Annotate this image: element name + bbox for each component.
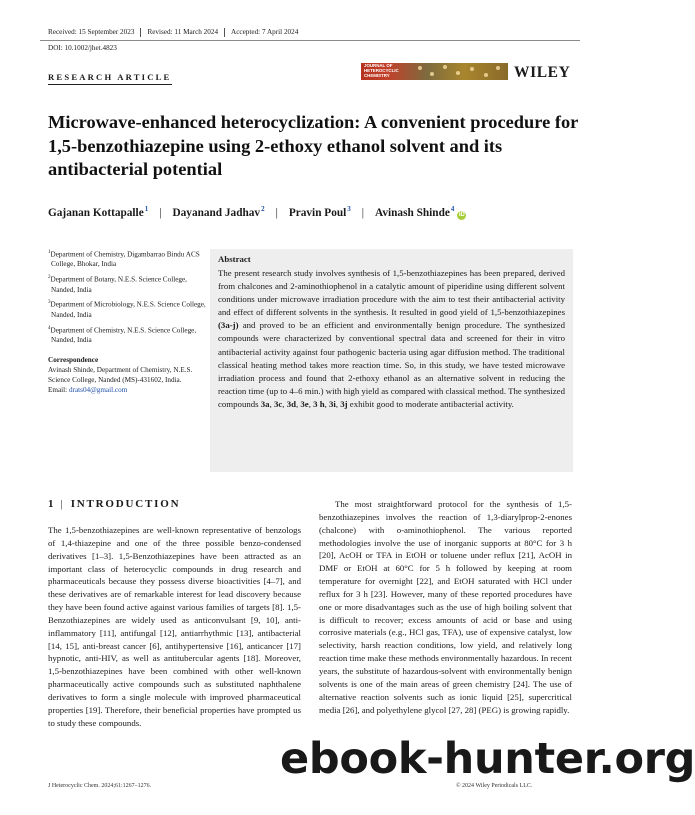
author-name[interactable]: Gajanan Kottapalle$^1$	[48, 205, 149, 219]
publisher-logo: WILEY	[514, 64, 571, 81]
abstract-heading: Abstract	[218, 254, 251, 264]
orcid-icon[interactable]: iD	[458, 211, 465, 218]
email-link[interactable]: drats04@gmail.com	[68, 386, 128, 395]
author-separator: |	[361, 206, 365, 219]
affiliation: $^4$Department of Chemistry, N.E.S. Science College, Nanded, India	[48, 325, 197, 344]
section-heading-introduction: 1 | INTRODUCTION	[48, 498, 181, 510]
author-name[interactable]: Dayanand Jadhav$^2$	[172, 205, 265, 219]
journal-logo-molecule-graphic	[410, 63, 508, 80]
paper-title: Microwave-enhanced heterocyclization: A convenient procedure for 1,5-benzothiazepine using 2-ethoxy ethanol solvent and its antibacterial potential	[48, 112, 579, 179]
journal-logo-text: JOURNAL OF HETEROCYCLIC CHEMISTRY	[364, 63, 399, 78]
footer-copyright: © 2024 Wiley Periodicals LLC.	[456, 783, 533, 789]
intro-paragraph-right: The most straightforward protocol for the synthesis of 1,5-benzothiazepines involves the reaction of 1,3-diarylprop-2-enones (chalcone) with o-aminothiophenol. The various reported methodologies involve the use of inorganic supports at 80°C for 3 h [20], AcOH or TFA in EtOH or toluene under reflux [21], AcOH in DMF or EtOH at 60°C for 5 h followed by keeping at room temperature for overnight [22], and EtOH saturated with HCl under reflux for 3 h [23]. However, many of these reported procedures have one or more disadvantages such as the use of high boiling solvent that is difficult to recover; excess amounts of acid or base and using corrosive materials (e.g., HCl gas, TFA), use of expensive catalyst, low selectivity, harsh reaction conditions, low yield, and relatively long reaction time make these methods environmentally hazardous. In recent years, the substitute of hazardous-solvent with environmentally benign solvents is one of the main areas of green chemistry [24]. The use of alternative reaction solvents such as ionic liquid [25], supercritical media [26], and polyethylene glycol [27, 28] (PEG) is growing rapidly.	[319, 499, 572, 715]
affiliations	[48, 248, 208, 395]
header-divider	[40, 40, 580, 41]
footer-citation: J Heterocyclic Chem. 2024;61:1267–1276.	[48, 783, 152, 789]
affiliation: $^1$Department of Chemistry, Digambarrao Bindu ACS College, Bhokar, India	[48, 250, 200, 269]
correspondence-heading: Correspondence	[48, 356, 99, 365]
doi: DOI: 10.1002/jhet.4823	[48, 44, 117, 52]
journal-logo	[361, 63, 508, 80]
article-type-underline	[48, 84, 172, 85]
affiliation: $^2$Department of Botany, N.E.S. Science College, Nanded, India	[48, 275, 187, 294]
article-history	[48, 28, 304, 37]
author-separator: |	[275, 206, 278, 219]
author-name[interactable]: Avinash Shinde$^4$	[375, 205, 455, 219]
affiliation: $^3$Department of Microbiology, N.E.S. Science College, Nanded, India	[48, 300, 206, 319]
revised-date: Revised: 11 March 2024	[140, 28, 224, 37]
received-date: Received: 15 September 2023	[48, 28, 135, 36]
accepted-date: Accepted: 7 April 2024	[224, 28, 304, 37]
article-type: RESEARCH ARTICLE	[48, 72, 172, 82]
correspondence-email: Email: drats04@gmail.com	[48, 386, 128, 395]
author-list	[48, 205, 466, 220]
abstract-box	[210, 249, 573, 472]
correspondence-text: Avinash Shinde, Department of Chemistry, N.E.S. Science College, Nanded (MS)-431602, India.	[48, 366, 193, 385]
watermark: ebook-hunter.org	[280, 734, 695, 784]
author-name[interactable]: Pravin Poul$^3$	[288, 205, 351, 219]
intro-paragraph-left: The 1,5-benzothiazepines are well-known representative of benzologs of 1,4-thiazepine and one of the three possible benzo-condensed derivatives [1–3]. 1,5-Benzothiazepines have been attracted as an important class of heterocyclic compounds in drug research and pharmaceuticals because they possess diverse bioactivities [4–7], and these derivatives are of remarkable interest for lead discovery because they have been found active against various families of targets [8]. 1,5-Benzothiazepines are widely used as anticonvulsant [9, 10], anti-inflammatory [11], antifungal [12], antiarrhythmic [13], antibacterial [14, 15], anti-breast cancer [6], antihypertensive [16], anticancer [17] hypnotic, anti-HIV, as well as antitubercular agents [18]. Moreover, 1,5-benzothiazepines have been combined with other well-known pharmaceutically active compounds such as substituted naphthalene derivatives to form a single molecule with improved pharmaceutical properties [19]. Therefore, their beneficial properties have prompted us to study these compounds.	[48, 525, 301, 728]
abstract-text: The present research study involves synthesis of 1,5-benzothiazepines has been prepared, derived from chalcones and 2-aminothiophenol in a catalytic amount of piperidine using different solvent conditions under microwave irradiation procedure with the aim to test their antibacterial activity and effect of different solvents in the synthesis. It resulted in good yield of 1,5-benzothiazepines (3a-j) and proved to be an efficient and environmentally benign procedure. The synthesized compounds were characterized by conventional spectral data and screened for their in vitro antibacterial activity against four pathogenic bacteria using agar diffusion method. The traditional classical heating method takes more reaction time. So, in this study, we have tested microwave irradiation process and found that 2-ethoxy ethanol as an alternative solvent in reducing the reaction time (up to 4–6 min.) with high yield as compared with classical method. The synthesized compounds 3a, 3c, 3d, 3e, 3 h, 3i, 3j exhibit good to moderate antibacterial activity.	[218, 268, 565, 409]
author-separator: |	[159, 206, 162, 219]
